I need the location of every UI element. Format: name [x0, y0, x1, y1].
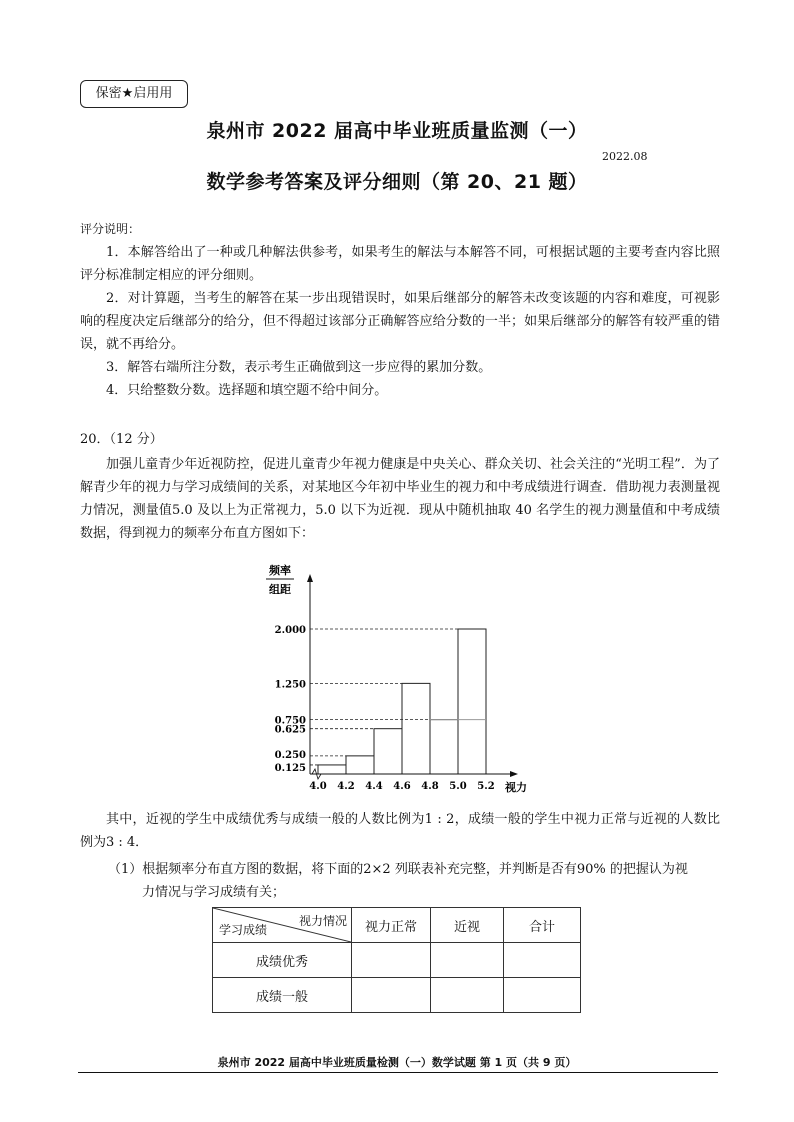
column-header: 近视	[431, 908, 504, 943]
x-tick-label: 5.0	[449, 781, 467, 792]
question-number: 20．（12 分）	[80, 432, 163, 447]
sub-question-1-cont: 力情况与学习成绩有关；	[142, 885, 286, 900]
x-tick-label: 4.8	[421, 781, 439, 792]
page-title: 泉州市 2022 届高中毕业班质量监测（一）	[206, 120, 588, 142]
y-axis-arrow	[307, 574, 313, 582]
x-tick-label: 4.4	[365, 781, 383, 792]
x-axis-arrow	[510, 771, 518, 777]
histogram-bar	[430, 720, 458, 774]
exam-date: 2022.08	[602, 150, 648, 163]
page-footer: 泉州市 2022 届高中毕业班质量检测（一）数学试题 第 1 页（共 9 页）	[217, 1056, 577, 1069]
histogram-bar	[402, 683, 430, 774]
table-cell[interactable]	[352, 943, 431, 978]
y-tick-label: 0.625	[274, 724, 306, 736]
histogram-bar	[318, 765, 346, 774]
x-tick-label: 4.0	[309, 781, 327, 792]
contingency-table	[212, 907, 581, 1013]
table-cell[interactable]	[352, 978, 431, 1013]
column-header: 合计	[504, 908, 581, 943]
x-tick-label: 4.6	[393, 781, 411, 792]
confidential-stamp: 保密★启用用	[80, 80, 188, 108]
footer-divider	[78, 1072, 718, 1073]
page-subtitle: 数学参考答案及评分细则（第 20、21 题）	[206, 171, 588, 193]
table-cell[interactable]	[431, 978, 504, 1013]
table-cell[interactable]	[504, 978, 581, 1013]
row-header: 成绩优秀	[213, 943, 352, 978]
scoring-notes-heading: 评分说明：	[80, 222, 141, 236]
y-axis-label-top: 频率	[269, 564, 291, 577]
scoring-note-4: 4．只给整数分数。选择题和填空题不给中间分。	[106, 383, 388, 398]
y-axis-label-bottom: 组距	[269, 583, 291, 596]
y-tick-label: 1.250	[274, 679, 306, 691]
corner-label-vision: 视力情况	[298, 914, 347, 928]
corner-label-grades: 学习成绩	[219, 923, 268, 937]
scoring-note-3: 3．解答右端所注分数，表示考生正确做到这一步应得的累加分数。	[106, 360, 492, 375]
table-cell[interactable]	[504, 943, 581, 978]
y-tick-label: 0.250	[274, 749, 306, 761]
table-row	[213, 943, 581, 978]
scoring-note-2: 2．对计算题，当考生的解答在某一步出现错误时，如果后继部分的解答未改变该题的内容和难度，可视影响的程度决定后继部分的给分，但不得超过该部分正确解答应给分数的一半；如果后继部分的解答有较严重的错误，就不再给分。	[80, 291, 720, 352]
y-tick-label: 0.750	[274, 715, 306, 727]
table-row	[213, 978, 581, 1013]
row-header: 成绩一般	[213, 978, 352, 1013]
histogram-bar	[374, 729, 402, 774]
x-tick-label: 5.2	[477, 781, 495, 792]
column-header: 视力正常	[352, 908, 431, 943]
table-cell[interactable]	[431, 943, 504, 978]
x-tick-label: 4.2	[337, 781, 355, 792]
histogram-bar	[346, 756, 374, 774]
sub-question-1: （1）根据频率分布直方图的数据，将下面的2×2 列联表补充完整，并判断是否有90% 的把握认为视	[108, 862, 688, 877]
y-tick-label: 0.125	[274, 762, 306, 774]
y-tick-label: 2.000	[274, 625, 306, 636]
question-body: 加强儿童青少年近视防控，促进儿童青少年视力健康是中央关心、群众关切、社会关注的“光明工程”．为了解青少年的视力与学习成绩间的关系，对某地区今年初中毕业生的视力和中考成绩进行调查．借助视力表测量视力情况，测量值5.0 及以上为正常视力，5.0 以下为近视．现从中随机抽取 40 名学生的视力测量值和中考成绩数据，得到视力的频率分布直方图如下：	[80, 457, 720, 541]
question-condition: 其中，近视的学生中成绩优秀与成绩一般的人数比例为1 : 2，成绩一般的学生中视力正常与近视的人数比例为3 : 4．	[80, 812, 720, 850]
table-header-row	[213, 908, 581, 943]
table-corner-cell	[213, 908, 352, 943]
histogram-chart	[260, 560, 530, 800]
x-axis-label: 视力	[505, 781, 527, 794]
scoring-note-1: 1．本解答给出了一种或几种解法供参考，如果考生的解法与本解答不同，可根据试题的主要考查内容比照评分标准制定相应的评分细则。	[80, 245, 720, 283]
histogram-bar	[458, 629, 486, 774]
